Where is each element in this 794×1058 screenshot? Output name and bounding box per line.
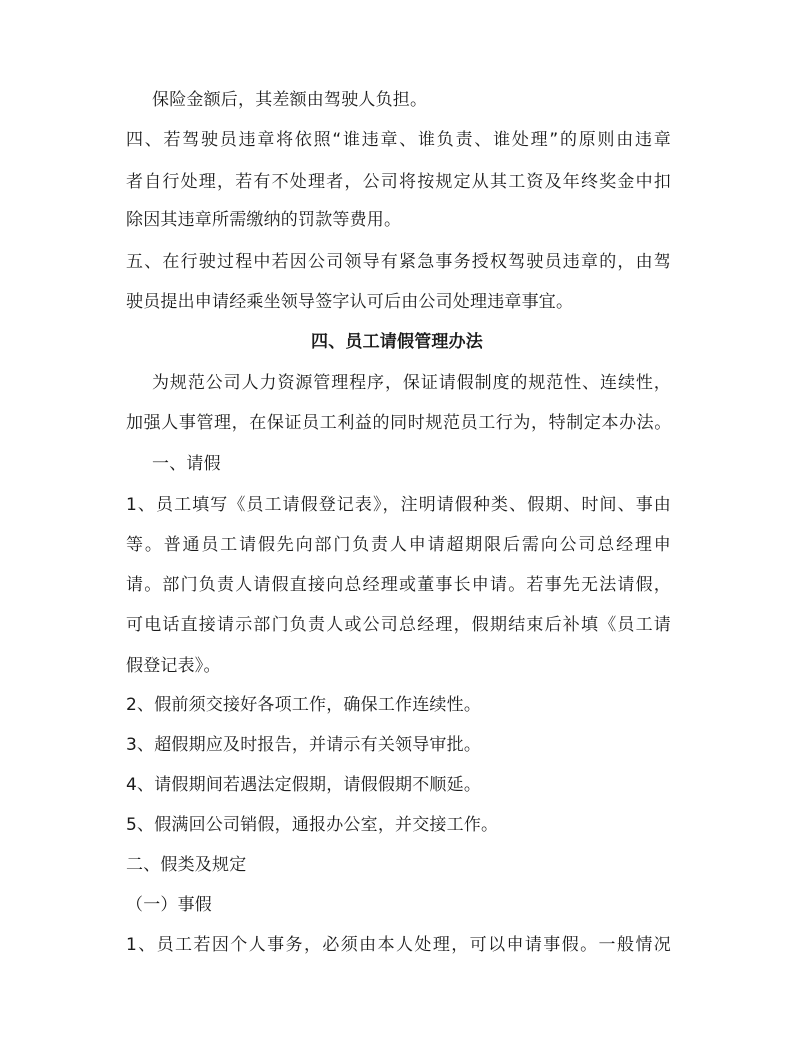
- paragraph-line: 1、员工填写《员工请假登记表》，注明请假种类、假期、时间、事由: [126, 495, 671, 515]
- paragraph-line: 可电话直接请示部门负责人或公司总经理，假期结束后补填《员工请: [126, 615, 671, 635]
- list-item: 2、假前须交接好各项工作，确保工作连续性。: [126, 695, 482, 715]
- paragraph-line: 加强人事管理，在保证员工利益的同时规范员工行为，特制定本办法。: [126, 413, 671, 433]
- paragraph-line: 1、员工若因个人事务，必须由本人处理，可以申请事假。一般情况: [126, 935, 671, 955]
- list-item: 5、假满回公司销假，通报办公室，并交接工作。: [126, 815, 499, 835]
- subsection-heading: 二、假类及规定: [126, 855, 247, 875]
- list-item: 3、超假期应及时报告，并请示有关领导审批。: [126, 735, 482, 755]
- paragraph-line: 为规范公司人力资源管理程序，保证请假制度的规范性、连续性，: [152, 373, 671, 393]
- list-item: 4、请假期间若遇法定假期，请假假期不顺延。: [126, 775, 482, 795]
- paragraph-line: 驶员提出申请经乘坐领导签字认可后由公司处理违章事宜。: [126, 292, 574, 312]
- paragraph-line: 者自行处理，若有不处理者，公司将按规定从其工资及年终奖金中扣: [126, 172, 671, 192]
- paragraph-line: 四、若驾驶员违章将依照“谁违章、谁负责、谁处理”的原则由违章: [126, 130, 671, 150]
- paragraph-line: 五、在行驶过程中若因公司领导有紧急事务授权驾驶员违章的，由驾: [126, 252, 671, 272]
- paragraph-line: 除因其违章所需缴纳的罚款等费用。: [126, 210, 402, 230]
- section-heading: 四、员工请假管理办法: [311, 332, 483, 352]
- paragraph-line: 等。普通员工请假先向部门负责人申请超期限后需向公司总经理申: [126, 535, 671, 555]
- subsection-heading: 一、请假: [152, 454, 221, 474]
- paragraph-line: 请。部门负责人请假直接向总经理或董事长申请。若事先无法请假，: [126, 575, 671, 595]
- subsection-heading: （一）事假: [126, 895, 212, 915]
- paragraph-line: 保险金额后，其差额由驾驶人负担。: [152, 90, 428, 110]
- paragraph-line: 假登记表》。: [126, 656, 221, 676]
